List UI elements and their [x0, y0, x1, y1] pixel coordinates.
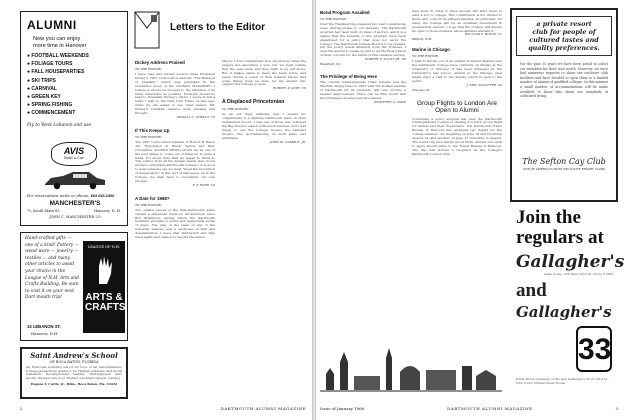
- letter-signature: SEWALL C. STRAUT '16: [176, 114, 215, 119]
- arts-badge: [83, 241, 125, 333]
- group-flights-title: Group Flights to London Are Open to Alumni: [417, 99, 497, 115]
- bond-place: Westfield, N.J.: [320, 62, 342, 67]
- list-item: ● SKI TRIPS: [27, 77, 56, 84]
- gallaghers-brand1: Gallagher's: [516, 252, 625, 272]
- resort-line4: quality preferences.: [528, 44, 600, 52]
- letter-body: The 1967 Convocation address of Robert B. Reich '68, 'Revolution in Black, Yellow and Red' (November ALUMNI NEWS) struck me as one of the best things to come out of Hanover in quite a while. It's about time that we began to listen to "the yelling from all the human beasts that crowd around comfortable Dartmouth College." It is good to hear someone say we must "meet the revolution of desperation." If this sort of talk keeps up in the College, we shall have to reconsider our own pledges.: [135, 139, 215, 183]
- saint-andrews-sub: OF BOCA RATON, FLORIDA: [49, 360, 99, 364]
- alumni-avis-ad[interactable]: [20, 11, 128, 226]
- bond-signature: ROBERT F. SCOTT JR. '65: [365, 57, 406, 62]
- bond-title: Bond Program Assailed: [320, 10, 370, 15]
- list-item: ● COMMENCEMENT: [27, 110, 76, 117]
- letter-signature: ROBERT P. CORY '26: [272, 86, 306, 91]
- resort-line3: cultured tastes and: [529, 36, 599, 44]
- letter-to: TO THE EDITOR:: [135, 67, 162, 71]
- privilege-signature: GEOFFREY V. ASHE: [373, 99, 406, 104]
- footer-title: DARTMOUTH ALUMNI MAGAZINE: [220, 406, 306, 411]
- marine-signature: J. ERIC STAUFFER '45: [466, 82, 502, 87]
- arts-crafts-ad[interactable]: [20, 232, 128, 341]
- gallaghers-line2: regulars at: [516, 227, 604, 248]
- letter-body: I have read and reread several times President Dickey's 1967 Convocation address "The Betrayal of Idealism," which was published in the November issue of the ALUMNI MAGAZINE. I believe it should be brought to the attention of as many Americans as possible. Excerpts should be read to President Dickey's critics. I quote in full a letter I sent to the New York Times. In this age, when we are asked to use clear reason, Mr. Dickey's remarks deserve wide reading and thought.: [135, 72, 215, 116]
- col2-body: man must in order to have enough left after taxes to send a boy to college. This contribution is not limited to those who come from affluent families. In particular, for many the College will be an excellent investment in professional careers. I hope that the College will always be open to those students whose abilities warrant it.: [412, 10, 502, 33]
- resort-body: For the past 35 years we have been proud to select our members for their true worth. However, we have had numerous requests to share our exclusive club facilities and have decided to open them to a limited number of alumni of qualified colleges. In this manner a small number of accommodations will be made available to those who share our standards of cultivated living.: [520, 62, 608, 99]
- avis-brand: AVIS: [63, 146, 85, 156]
- letter-title: Dickey Address Praised: [135, 60, 185, 65]
- letter-title: A Date for 1968?: [135, 195, 170, 201]
- gallaghers-small: steak house, 228 West 52nd St. Circle 5-5000: [544, 272, 614, 276]
- resort-headline: [516, 16, 612, 56]
- left-page: [0, 0, 312, 420]
- arts-address1: 13 LEBANON ST.: [27, 324, 61, 329]
- letter-signature: JOHN M. GAMBLE, JR.: [269, 139, 306, 144]
- footer-issue: Issue of January 1968: [320, 406, 365, 411]
- gallaghers-33: 33: [578, 333, 612, 366]
- privilege-body: The current Undergraduate Chair scheme and the Machlin dining rules in 1967 with the stuffed animals of Dartmouth for its students, will only provide a needed improvement. There can be little doubt that the privileges of being here are valued.: [320, 80, 406, 100]
- marine-body: I wish to inform you of an exhibit on Daniel Webster and the Dartmouth College Case currently on display at the University of Chicago. It has been arranged by the University's law school. Alumni in the Chicago area might enjoy a visit to the display, which is open to the public.: [412, 59, 502, 83]
- letter-title: If This Keeps Up: [135, 127, 170, 133]
- saint-andrews-body: An Episcopal boarding school for boys of all denominations. College preparatory, grades 7-12. Highest academic and moral standards. Developmental reading. Well-equipped labs. Sports. Olympic-size pool. Modern sun-filled campus. Catalog.: [26, 365, 122, 381]
- group-flights-body: Continuing a policy adopted last year, the Dartmouth Undergraduate Council is offering a London group flight for alumni and their dependents. The Dartmouth Travel Bureau in Hanover has arranged two flights for the coming summer: one departing on June 18 and returning August 14, and another on June 27 returning in August. The round trip fare will be about $250. Alumni who wish to apply should write to the Travel Bureau in Hanover. The trip will include a reception at the College's Dartmouth London Club.: [412, 116, 502, 156]
- col2-signature: WILLIAM F. BOYCE '37: [464, 32, 502, 37]
- saint-andrews-contact: Eugene Y. Curtis, Jr., Hdm., Boca Raton, Fla. 33432: [30, 381, 118, 386]
- arts-ad-text: Hand-crafted gifts — one of a kind! Pottery — wood-ware — jewelry — textiles ... and many other articles to await your choice in the League of N.H. Arts and Crafts Building. Be sure to visit it on your next Dart-mouth trip!: [25, 236, 79, 301]
- letters-header: Letters to the Editor: [170, 22, 266, 33]
- saint-andrews-ad[interactable]: [20, 347, 128, 399]
- letter-title: A Displaced Princetonian: [222, 99, 285, 106]
- resort-club-ad[interactable]: [510, 8, 618, 202]
- page-number: 2: [20, 406, 23, 411]
- alumni-ad-list: [27, 52, 127, 118]
- bond-to: TO THE EDITOR:: [320, 17, 347, 21]
- letters-column-a: [135, 60, 215, 398]
- letter-body: Maybe I don't understand how psychology when the players are absorbing a loss, but we must realize that the year ends, and they want to be left alone. But it makes sense to keep the team active and ready. Surely a coach of their wisdom knows that some things must be done for the alumni who support the College so well.: [222, 60, 306, 87]
- letter-to: TO THE EDITOR:: [135, 134, 162, 139]
- london-skyline-illustration: [320, 330, 502, 398]
- resort-brand: The Sefton Cay Club: [522, 157, 606, 166]
- phone-number: 603 643-2300: [90, 194, 115, 198]
- privilege-title: The Privilege of Being Here: [320, 74, 378, 80]
- footer-title: DARTMOUTH ALUMNI MAGAZINE: [447, 406, 533, 411]
- resort-line1: a private resort: [536, 20, 592, 28]
- alumni-ad-line1: Now you can enjoy: [33, 36, 81, 42]
- list-item: ● FOLIAGE TOURS: [27, 61, 73, 68]
- dealer-address: 72 South Main St. Hanover, N. H.: [27, 209, 121, 213]
- marine-place: Chicago, Ill.: [412, 87, 431, 92]
- saint-andrews-title: Saint Andrew's School: [30, 351, 118, 360]
- envelope-icon: [132, 10, 166, 50]
- dealer-owner: JOHN C. MANCHESTER '35: [49, 215, 101, 219]
- list-item: ● FALL HOUSEPARTIES: [27, 69, 85, 76]
- resort-line2: club for people of: [532, 28, 596, 36]
- arts-badge-big: ARTS & CRAFTS: [85, 292, 126, 313]
- gallaghers-line3: and: [516, 280, 547, 301]
- gallaghers-ad[interactable]: [510, 207, 625, 400]
- list-item: ● GREEN KEY: [27, 94, 61, 101]
- marine-title: Marine in Chicago: [412, 47, 450, 53]
- car-illustration: [43, 170, 107, 190]
- alumni-ad-title: ALUMNI: [27, 18, 77, 32]
- gallaghers-brand2: Gallagher's: [516, 303, 612, 321]
- gallaghers-and-line: [516, 280, 618, 321]
- reservations-line: For reservations write or phone: 603 643-2300: [27, 193, 115, 198]
- marine-to: TO THE EDITOR:: [412, 54, 439, 59]
- letter-signature: F. P. FORD '54: [192, 182, 215, 187]
- col2-place: Milford, N.H.: [412, 37, 433, 42]
- gallaghers-33-badge: [576, 326, 612, 372]
- list-item: ● SPRING FISHING: [27, 102, 73, 109]
- dealer-name: MANCHESTER'S: [49, 200, 101, 207]
- resort-sub: ONE OF AMERICA'S MOST EXCLUSIVE RESORT CLUBS: [523, 167, 605, 171]
- right-footer: [320, 406, 618, 411]
- hand-icon: [91, 252, 117, 286]
- avis-sub: Rent a Car: [64, 156, 84, 160]
- page-number: 3: [615, 406, 618, 411]
- letter-to: TO THE EDITOR:: [222, 107, 249, 112]
- letter-body: As an old Tiger alumnus, may I extend my compliments to a fighting Dartmouth team on their undefeated record. I was one of those who followed the Big Green's season with much interest, and I was happy to see the College receive the Lambert Trophy. The sportsmanship on both sides was admirable.: [222, 112, 306, 140]
- bond-body: Over the Thanksgiving weekend two vast conspiracies were offering prizes to our students. The Dartmouth program had been built on ideas of service, and it is a shame that the benefits of this program have been abandoned for a policy that does not serve the College. The Dartmouth College Bond is to be praised, but the policy needs attention from the Trustees. I urge the alumni to speak up and to let the Board know of their concern for the future of this valuable service.: [320, 22, 406, 58]
- fly-line: Fly to West Lebanon and use: [27, 122, 92, 128]
- right-page: [316, 0, 628, 420]
- alumni-ad-line2: more time in Hanover: [33, 43, 87, 49]
- arts-address2: Hanover, N.H.: [31, 331, 59, 336]
- letter-body: The opinion pieces of the Vale-Dartmouth game remain a statement made by All-American since Bob McKinnon, during which the Dartmouth backfield provided a sound and memorable series of plays. The play of the team of any of the following seasons was a showcase of skill and determination. I hope that Dartmouth and Yale meet again next season to resolve the series.: [135, 207, 215, 240]
- avis-logo: [51, 142, 97, 166]
- gallaghers-line1: Join the: [516, 207, 581, 228]
- list-item: ● CARNIVAL: [27, 85, 57, 92]
- arts-badge-top: LEAGUE OF N.H.: [87, 245, 121, 249]
- letters-column-b: [222, 60, 306, 398]
- gallaghers-footer: Eddie Dixon, manager of the new Gallagher's 33 on 33rd St., New York's Official Steak House: [516, 377, 609, 385]
- letter-to: TO THE EDITOR:: [135, 202, 162, 207]
- left-footer: [20, 406, 306, 411]
- list-item: ● FOOTBALL WEEKENDS: [27, 53, 89, 59]
